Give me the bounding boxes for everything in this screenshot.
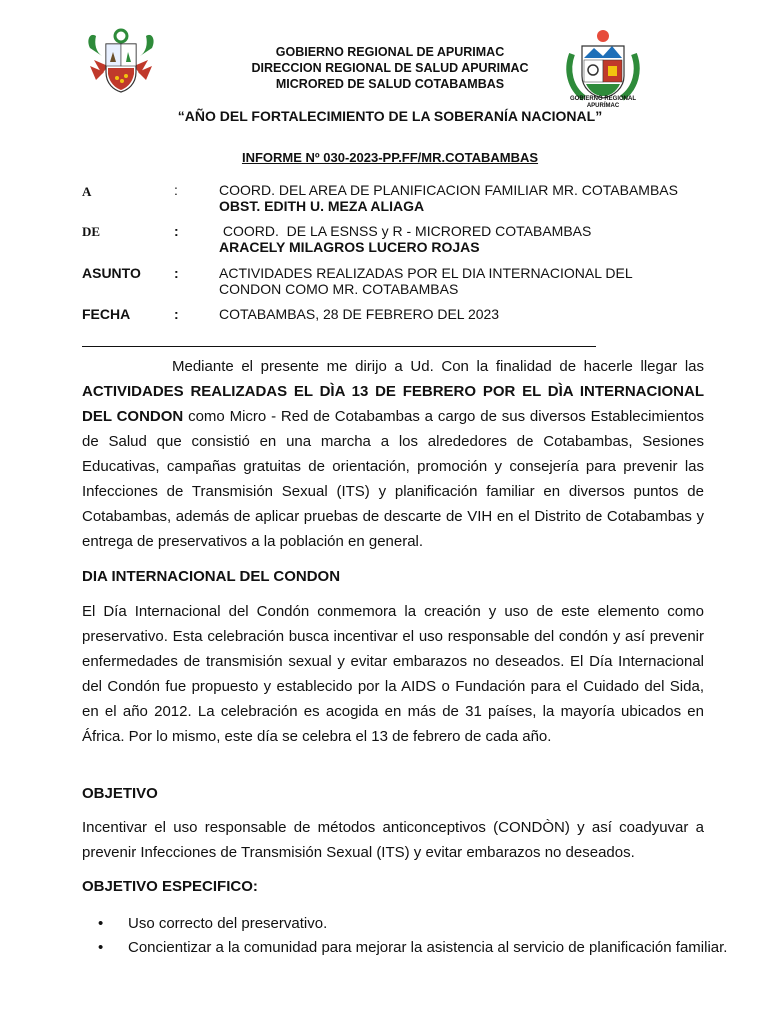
date-colon: :	[174, 306, 179, 322]
from-colon: :	[174, 223, 179, 239]
informe-number: INFORME Nº 030-2023-PP.FF/MR.COTABAMBAS	[241, 150, 539, 165]
from-line-1: COORD. DE LA ESNSS y R - MICRORED COTABAMBAS	[219, 223, 592, 239]
to-label: A	[82, 184, 92, 199]
right-logo-caption-line-1: GOBIERNO REGIONAL	[569, 96, 636, 102]
subject-colon: :	[174, 265, 179, 281]
from-value	[219, 223, 699, 255]
intro-rest: como Micro - Red de Cotabambas a cargo de sus diversos Establecimientos de Salud que consistió en una marcha a los alrededores de Cotabambas, Sesiones Educativas, campañas gratuitas de orientación, promoción y consejería para prevenir las Infecciones de Transmisión Sexual (ITS) y planificación familiar en diversos puntos de Cotabambas, además de aplicar pruebas de descarte de VIH en el Distrito de Cotabambas y entrega de preservativos a la población en general.	[82, 408, 704, 550]
peru-coat-of-arms-logo	[84, 26, 158, 96]
header-line-1: GOBIERNO REGIONAL DE APURIMAC	[275, 45, 505, 59]
header-line-3: MICRORED DE SALUD COTABAMBAS	[275, 77, 505, 91]
list-item: • Uso correcto del preservativo.	[128, 912, 750, 936]
date-label: FECHA	[82, 306, 131, 322]
section-title-objetivo: OBJETIVO	[82, 785, 158, 802]
from-line-2: ARACELY MILAGROS LUCERO ROJAS	[219, 239, 480, 255]
subject-line-2: CONDON COMO MR. COTABAMBAS	[219, 281, 459, 297]
intro-lead: Mediante el presente me dirijo a Ud. Con la finalidad de hacerle llegar las	[172, 358, 704, 375]
section-text-dia: El Día Internacional del Condón conmemora la creación y uso de este elemento como preservativo. Esta celebración busca incentivar el uso responsable del condón y así prevenir enfermedades de transmisión sexual y evitar embarazos no deseados. El Día Internacional del Condón fue propuesto y establecido por la AIDS o Fundación para el Cuidado del Sida, en el año 2012. La celebración es acogida en más de 31 países, la mayoría ubicados en África. Por lo mismo, este día se celebra el 13 de febrero de cada año.	[82, 603, 704, 745]
right-logo-caption-line-2: APURÍMAC	[586, 103, 620, 109]
intro-paragraph	[82, 354, 704, 554]
objectives-list	[82, 912, 750, 960]
separator-line	[82, 346, 596, 347]
subject-label: ASUNTO	[82, 265, 141, 281]
year-motto: “AÑO DEL FORTALECIMIENTO DE LA SOBERANÍA NACIONAL”	[177, 108, 603, 124]
subject-line-1: ACTIVIDADES REALIZADAS POR EL DIA INTERNACIONAL DEL	[219, 265, 633, 281]
to-value	[219, 182, 699, 214]
section-title-especifico: OBJETIVO ESPECIFICO:	[82, 878, 258, 895]
date-value: COTABAMBAS, 28 DE FEBRERO DEL 2023	[219, 306, 500, 322]
from-label: DE	[82, 224, 101, 239]
to-colon: :	[174, 182, 178, 198]
section-title-dia: DIA INTERNACIONAL DEL CONDON	[82, 568, 341, 585]
intro-bold: ACTIVIDADES REALIZADAS EL DÌA 13 DE FEBRERO POR EL DÌA INTERNACIONAL DEL CONDON	[82, 383, 704, 425]
to-line-2: OBST. EDITH U. MEZA ALIAGA	[219, 198, 425, 214]
to-line-1: COORD. DEL AREA DE PLANIFICACION FAMILIAR MR. COTABAMBAS	[219, 182, 678, 198]
section-text-objetivo: Incentivar el uso responsable de métodos anticonceptivos (CONDÒN) y así coadyuvar a prevenir Infecciones de Transmisión Sexual (ITS) y evitar embarazos no deseados.	[82, 819, 704, 861]
list-item: • Concientizar a la comunidad para mejorar la asistencia al servicio de planificación familiar.	[128, 936, 750, 960]
subject-value	[219, 265, 699, 297]
header-line-2: DIRECCION REGIONAL DE SALUD APURIMAC	[251, 61, 529, 75]
